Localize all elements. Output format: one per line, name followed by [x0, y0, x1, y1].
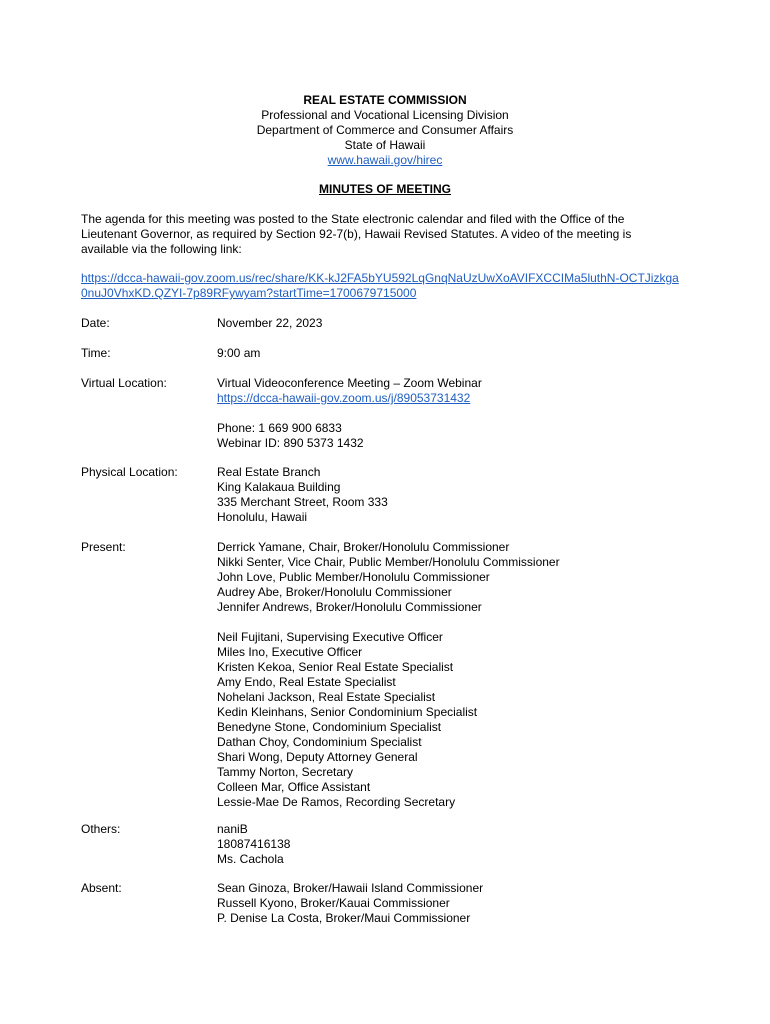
staff-member: Miles Ino, Executive Officer: [217, 645, 363, 659]
absent-list: [217, 881, 697, 926]
attendee: Derrick Yamane, Chair, Broker/Honolulu Commissioner: [217, 540, 510, 554]
webinar-id: Webinar ID: 890 5373 1432: [217, 436, 364, 450]
phone-number: Phone: 1 669 900 6833: [217, 421, 342, 435]
staff-member: Nohelani Jackson, Real Estate Specialist: [217, 690, 436, 704]
present-label: Present:: [81, 540, 126, 554]
staff-member: Kedin Kleinhans, Senior Condominium Specialist: [217, 705, 478, 719]
website-link[interactable]: www.hawaii.gov/hirec: [327, 153, 443, 167]
other-attendee: 18087416138: [217, 837, 291, 851]
absent-member: P. Denise La Costa, Broker/Maui Commissioner: [217, 911, 471, 925]
address-line: Honolulu, Hawaii: [217, 510, 308, 524]
division-name: Professional and Vocational Licensing Division: [261, 108, 509, 122]
commission-title: REAL ESTATE COMMISSION: [303, 93, 467, 107]
absent-member: Sean Ginoza, Broker/Hawaii Island Commissioner: [217, 881, 484, 895]
minutes-title: MINUTES OF MEETING: [319, 182, 451, 196]
document-header: [0, 93, 770, 168]
date-label: Date:: [81, 316, 110, 330]
address-line: 335 Merchant Street, Room 333: [217, 495, 388, 509]
zoom-meeting-link[interactable]: https://dcca-hawaii-gov.zoom.us/j/89053731432: [217, 391, 471, 405]
staff-member: Neil Fujitani, Supervising Executive Officer: [217, 630, 443, 644]
absent-label: Absent:: [81, 881, 122, 895]
time-value: 9:00 am: [217, 346, 261, 360]
staff-member: Kristen Kekoa, Senior Real Estate Specialist: [217, 660, 454, 674]
staff-member: Dathan Choy, Condominium Specialist: [217, 735, 422, 749]
staff-member: Benedyne Stone, Condominium Specialist: [217, 720, 442, 734]
staff-member: Shari Wong, Deputy Attorney General: [217, 750, 418, 764]
video-link[interactable]: https://dcca-hawaii-gov.zoom.us/rec/share/KK-kJ2FA5bYU592LqGnqNaUzUwXoAVIFXCCIMa5luthN-OCTJizkga0nuJ0VhxKD.QZYI-7p89RFywyam?startTime=1700679715000: [81, 271, 679, 300]
present-list: [217, 540, 697, 810]
others-label: Others:: [81, 822, 121, 836]
others-list: [217, 822, 697, 867]
department-name: Department of Commerce and Consumer Affairs: [256, 123, 514, 137]
virtual-location-label: Virtual Location:: [81, 376, 167, 390]
physical-location-value: [217, 465, 697, 525]
staff-member: Lessie-Mae De Ramos, Recording Secretary: [217, 795, 456, 809]
address-line: King Kalakaua Building: [217, 480, 341, 494]
staff-member: Colleen Mar, Office Assistant: [217, 780, 371, 794]
virtual-location-value: [217, 376, 697, 451]
attendee: Jennifer Andrews, Broker/Honolulu Commissioner: [217, 600, 482, 614]
attendee: Audrey Abe, Broker/Honolulu Commissioner: [217, 585, 452, 599]
staff-member: Tammy Norton, Secretary: [217, 765, 354, 779]
intro-paragraph: The agenda for this meeting was posted to the State electronic calendar and filed with the Office of the Lieutenant Governor, as required by Section 92-7(b), Hawaii Revised Statutes. A video of the meeting is available via the following link:: [81, 212, 632, 256]
virtual-meeting-type: Virtual Videoconference Meeting – Zoom Webinar: [217, 376, 482, 390]
absent-member: Russell Kyono, Broker/Kauai Commissioner: [217, 896, 450, 910]
attendee: John Love, Public Member/Honolulu Commissioner: [217, 570, 490, 584]
physical-location-label: Physical Location:: [81, 465, 178, 479]
state-name: State of Hawaii: [344, 138, 426, 152]
staff-member: Amy Endo, Real Estate Specialist: [217, 675, 396, 689]
other-attendee: naniB: [217, 822, 248, 836]
date-value: November 22, 2023: [217, 316, 323, 330]
time-label: Time:: [81, 346, 111, 360]
attendee: Nikki Senter, Vice Chair, Public Member/Honolulu Commissioner: [217, 555, 560, 569]
other-attendee: Ms. Cachola: [217, 852, 284, 866]
address-line: Real Estate Branch: [217, 465, 321, 479]
